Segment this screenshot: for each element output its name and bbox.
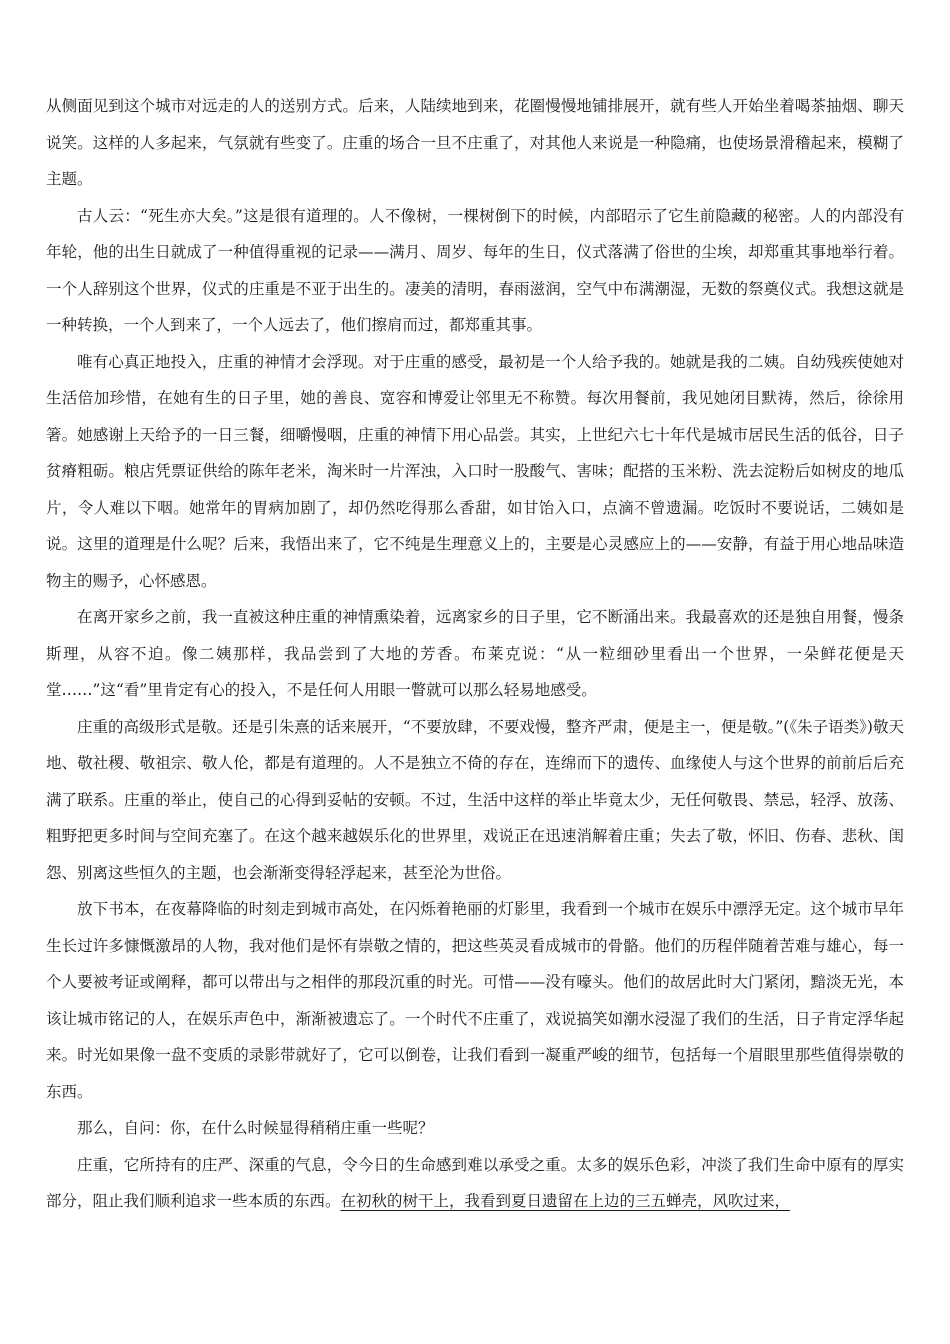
paragraph-4: 在离开家乡之前，我一直被这种庄重的神情熏染着，远离家乡的日子里，它不断涌出来。我最喜欢的还是独自用餐，慢条斯理，从容不迫。像二姨那样，我品尝到了大地的芳香。布莱克说：“从一粒细砂里看出一个世界，一朵鲜花便是天堂……”这“看”里肯定有心的投入，不是任何人用眼一瞥就可以那么轻易地感受。 (46, 608, 904, 699)
paragraph-8-text: 庄重，它所持有的庄严、深重的气息，令今日的生命感到难以承受之重。太多的娱乐色彩，冲淡了我们生命中原有的厚实部分，阻止我们顺利追求一些本质的东西。 (46, 1155, 904, 1210)
underlined-sentence: 在初秋的树干上，我看到夏日遗留在上边的三五蝉壳，风吹过来， (340, 1192, 791, 1210)
paragraph-2: 古人云：“死生亦大矣。”这是很有道理的。人不像树，一棵树倒下的时候，内部昭示了它生前隐藏的秘密。人的内部没有年轮，他的出生日就成了一种值得重视的记录——满月、周岁、每年的生日，仪式落满了俗世的尘埃，却郑重其事地举行着。一个人辞别这个世界，仪式的庄重是不亚于出生的。凄美的清明，春雨滋润，空气中布满潮湿，无数的祭奠仪式。我想这就是一种转换，一个人到来了，一个人远去了，他们擦肩而过，都郑重其事。 (46, 206, 904, 334)
paragraph-3: 唯有心真正地投入，庄重的神情才会浮现。对于庄重的感受，最初是一个人给予我的。她就是我的二姨。自幼残疾使她对生活倍加珍惜，在她有生的日子里，她的善良、宽容和博爱让邻里无不称赞。每次用餐前，我见她闭目默祷，然后，徐徐用箸。她感谢上天给予的一日三餐，细嚼慢咽，庄重的神情下用心品尝。其实，上世纪六七十年代是城市居民生活的低谷，日子贫瘠粗砺。粮店凭票证供给的陈年老米，淘米时一片浑浊，入口时一股酸气、害味；配搭的玉米粉、洗去淀粉后如树皮的地瓜片，令人难以下咽。她常年的胃病加剧了，却仍然吃得那么香甜，如甘饴入口，点滴不曾遗漏。吃饭时不要说话，二姨如是说。这里的道理是什么呢？后来，我悟出来了，它不纯是生理意义上的，主要是心灵感应上的——安静，有益于用心地品味造物主的赐予，心怀感恩。 (46, 352, 904, 590)
paragraph-1: 从侧面见到这个城市对远走的人的送别方式。后来，人陆续地到来，花圈慢慢地铺排展开，就有些人开始坐着喝茶抽烟、聊天说笑。这样的人多起来，气氛就有些变了。庄重的场合一旦不庄重了，对其他人来说是一种隐痛，也使场景滑稽起来，模糊了主题。 (46, 97, 904, 188)
paragraph-6: 放下书本，在夜幕降临的时刻走到城市高处，在闪烁着艳丽的灯影里，我看到一个城市在娱乐中漂浮无定。这个城市早年生长过许多慷慨激昂的人物，我对他们是怀有崇敬之情的，把这些英灵看成城市的骨骼。他们的历程伴随着苦难与雄心，每一个人要被考证或阐释，都可以带出与之相伴的那段沉重的时光。可惜——没有嚎头。他们的故居此时大门紧闭，黯淡无光，本该让城市铭记的人，在娱乐声色中，渐渐被遗忘了。一个时代不庄重了，戏说搞笑如潮水浸湿了我们的生活，日子肯定浮华起来。时光如果像一盘不变质的录影带就好了，它可以倒卷，让我们看到一凝重严峻的细节，包括每一个眉眼里那些值得崇敬的东西。 (46, 900, 904, 1101)
paragraph-7: 那么，自问：你，在什么时候显得稍稍庄重一些呢？ (77, 1119, 434, 1137)
paragraph-5: 庄重的高级形式是敬。还是引朱熹的话来展开，“不要放肆，不要戏慢，整齐严肃，便是主一，便是敬。”(《朱子语类》)敬天地、敬社稷、敬祖宗、敬人伦，都是有道理的。人不是独立不倚的存在，连绵而下的遗传、血缘使人与这个世界的前前后后充满了联系。庄重的举止，使自己的心得到妥帖的安顿。不过，生活中这样的举止毕竟太少，无任何敬畏、禁忌，轻浮、放荡、粗野把更多时间与空间充塞了。在这个越来越娱乐化的世界里，戏说正在迅速消解着庄重；失去了敬，怀旧、伤春、悲秋、闺怨、别离这些恒久的主题，也会渐渐变得轻浮起来，甚至沦为世俗。 (46, 717, 904, 882)
paragraph-8 (46, 1147, 904, 1220)
